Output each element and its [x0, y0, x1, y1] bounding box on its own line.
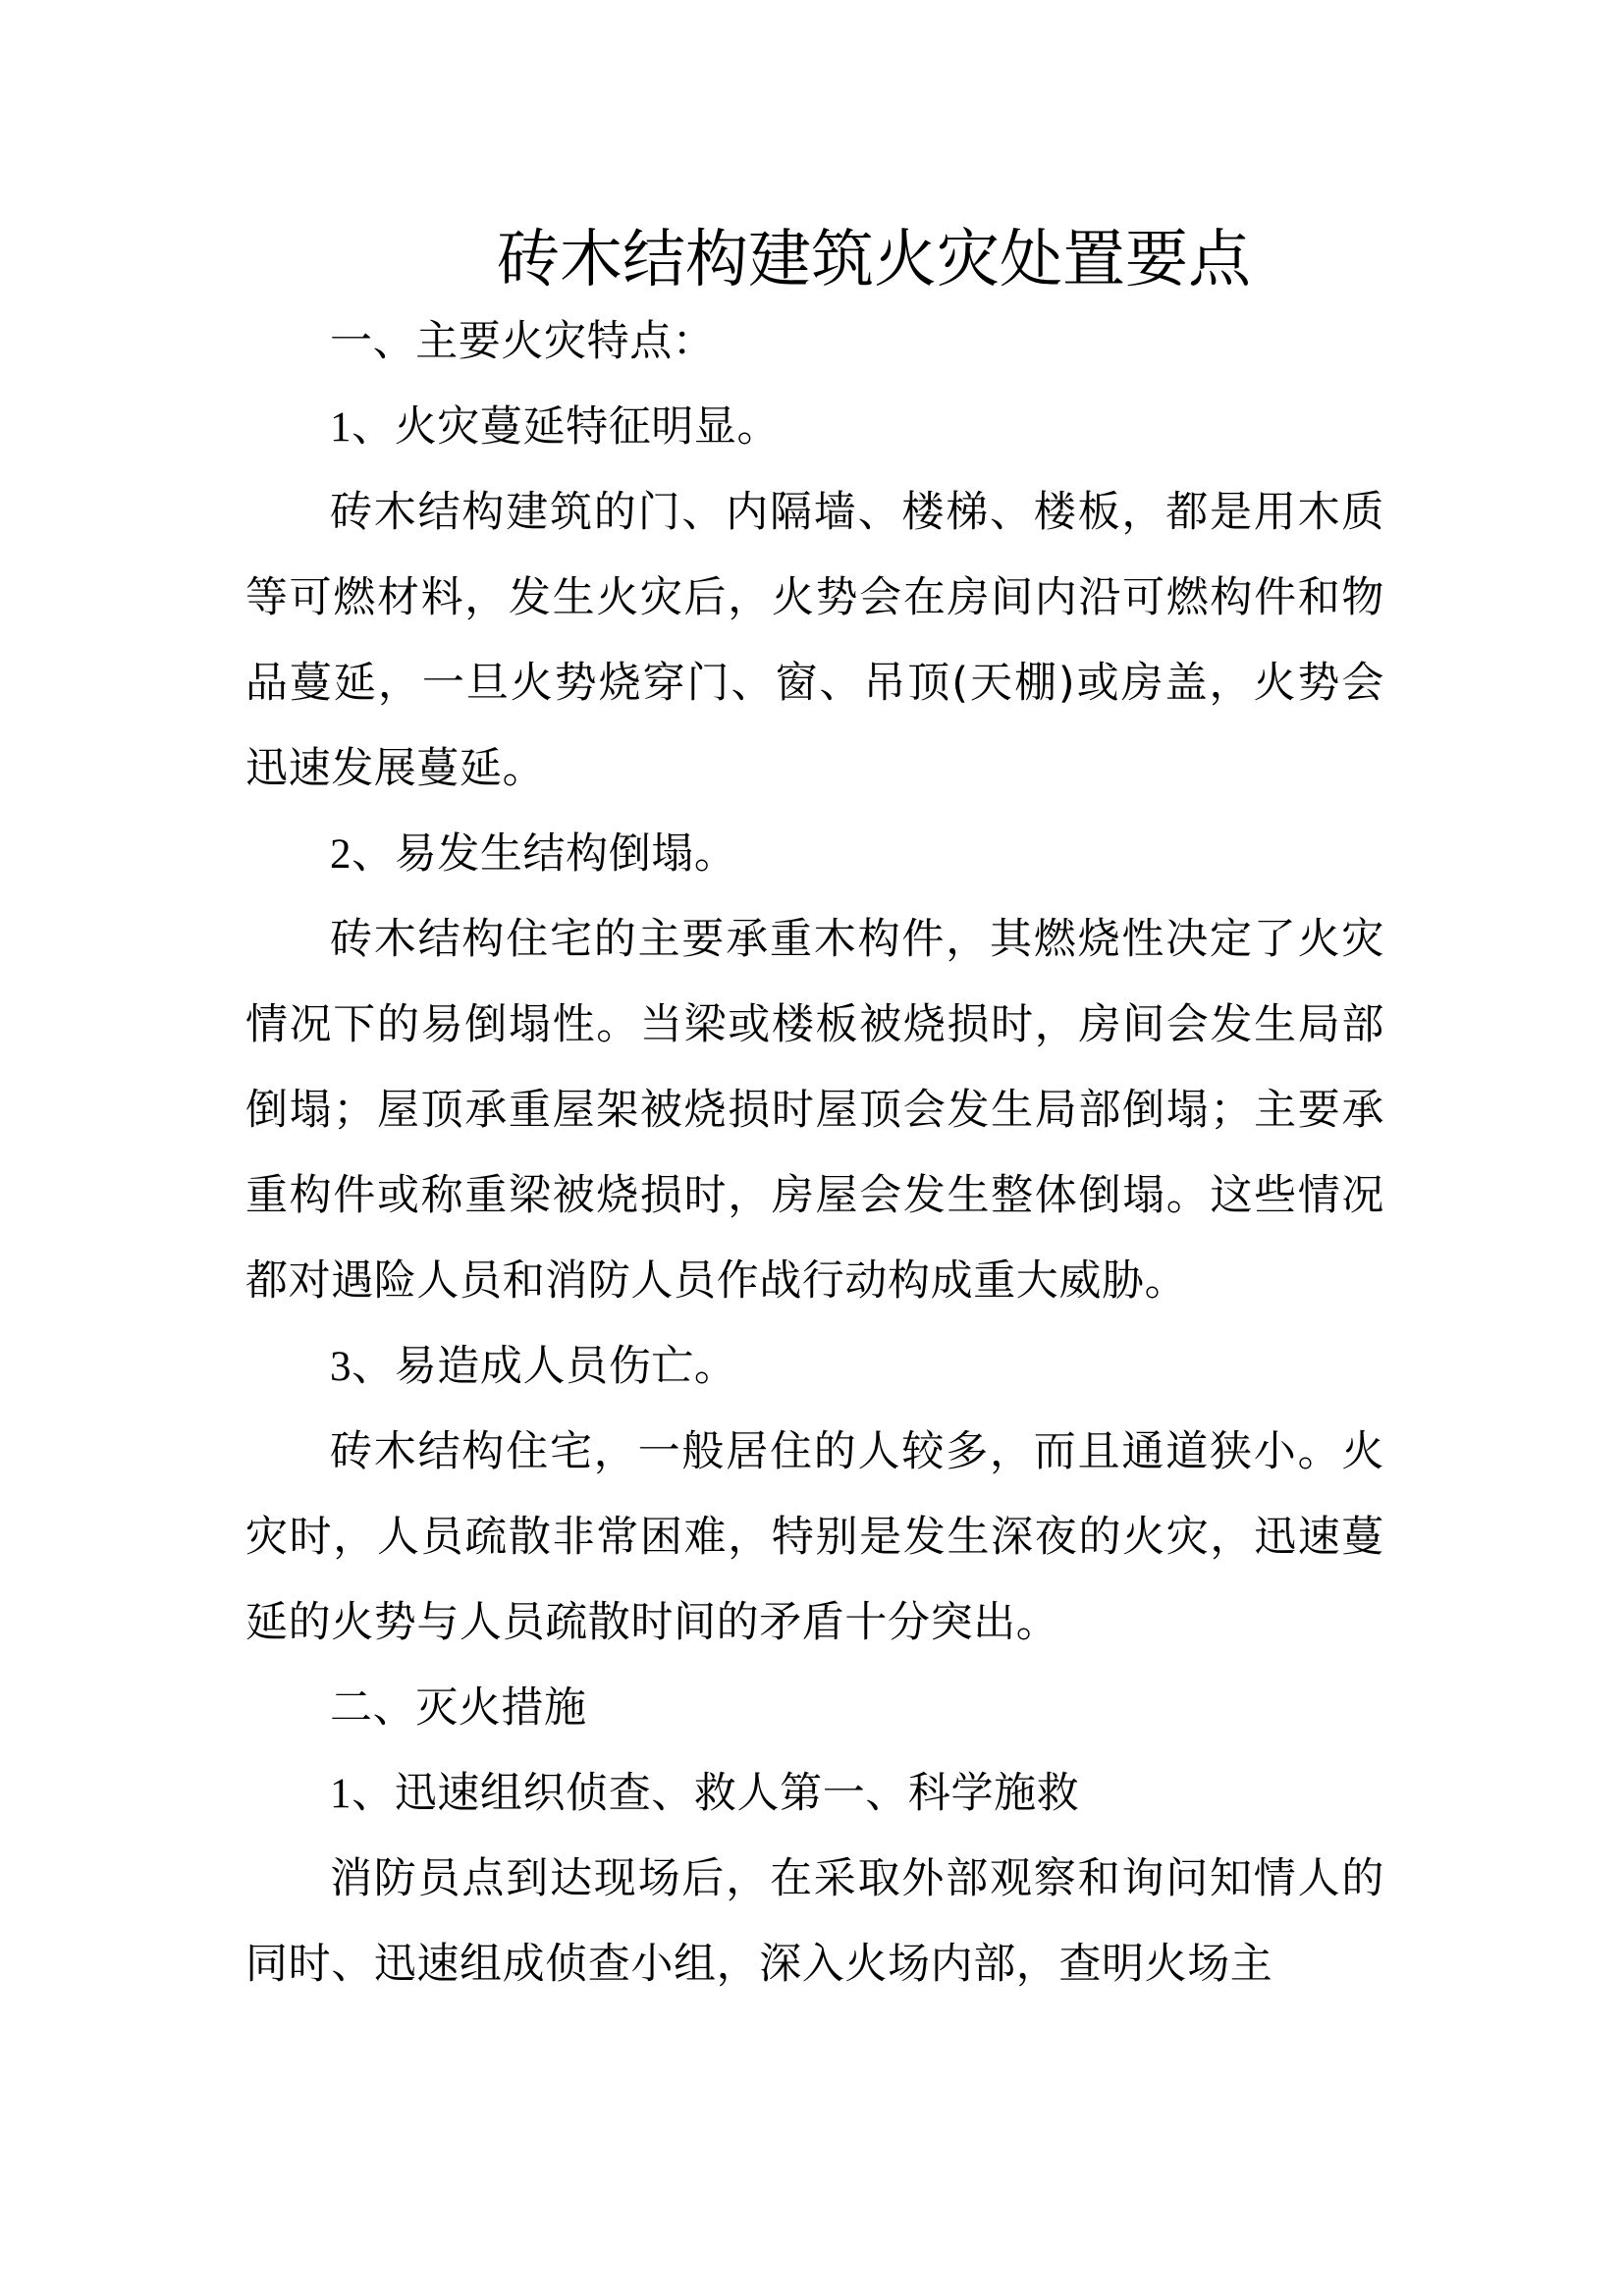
document-title: 砖木结构建筑火灾处置要点	[497, 224, 1251, 296]
item-2-heading	[245, 812, 1384, 897]
item-1-heading	[245, 385, 1384, 470]
item-1-heading-text: 、火灾蔓延特征明显。	[352, 402, 781, 452]
item-3-number: 3	[330, 1344, 352, 1390]
measure-1-heading-text: 、迅速组织侦查、救人第一、科学施救	[352, 1769, 1080, 1818]
item-3-heading-text: 、易造成人员伤亡。	[352, 1342, 737, 1391]
item-2-number: 2	[330, 831, 352, 878]
measure-1-body: 消防员点到达现场后，在采取外部观察和询问知情人的同时、迅速组成侦查小组，深入火场内部，查明火场主	[245, 1854, 1384, 1989]
item-2-heading-text: 、易发生结构倒塌。	[352, 829, 737, 879]
item-2-body: 砖木结构住宅的主要承重木构件，其燃烧性决定了火灾情况下的易倒塌性。当梁或楼板被烧损时，房间会发生局部倒塌；屋顶承重屋架被烧损时屋顶会发生局部倒塌；主要承重构件或称重梁被烧损时，房屋会发生整体倒塌。这些情况都对遇险人员和消防人员作战行动构成重大威胁。	[245, 915, 1384, 1306]
section-2-heading: 二、灭火措施	[330, 1683, 587, 1733]
item-1-number: 1	[330, 404, 352, 451]
item-3-heading	[245, 1324, 1384, 1410]
item-1-body: 砖木结构建筑的门、内隔墙、楼梯、楼板，都是用木质等可燃材料，发生火灾后，火势会在房间内沿可燃构件和物品蔓延，一旦火势烧穿门、窗、吊顶(天棚)或房盖，火势会迅速发展蔓延。	[245, 488, 1384, 793]
item-3-body: 砖木结构住宅，一般居住的人较多，而且通道狭小。火灾时，人员疏散非常困难，特别是发生深夜的火灾，迅速蔓延的火势与人员疏散时间的矛盾十分突出。	[245, 1427, 1384, 1647]
measure-1-heading	[245, 1751, 1384, 1837]
document-page	[245, 211, 1384, 2007]
section-1-heading: 一、主要火灾特点：	[330, 317, 716, 366]
measure-1-number: 1	[330, 1771, 352, 1817]
